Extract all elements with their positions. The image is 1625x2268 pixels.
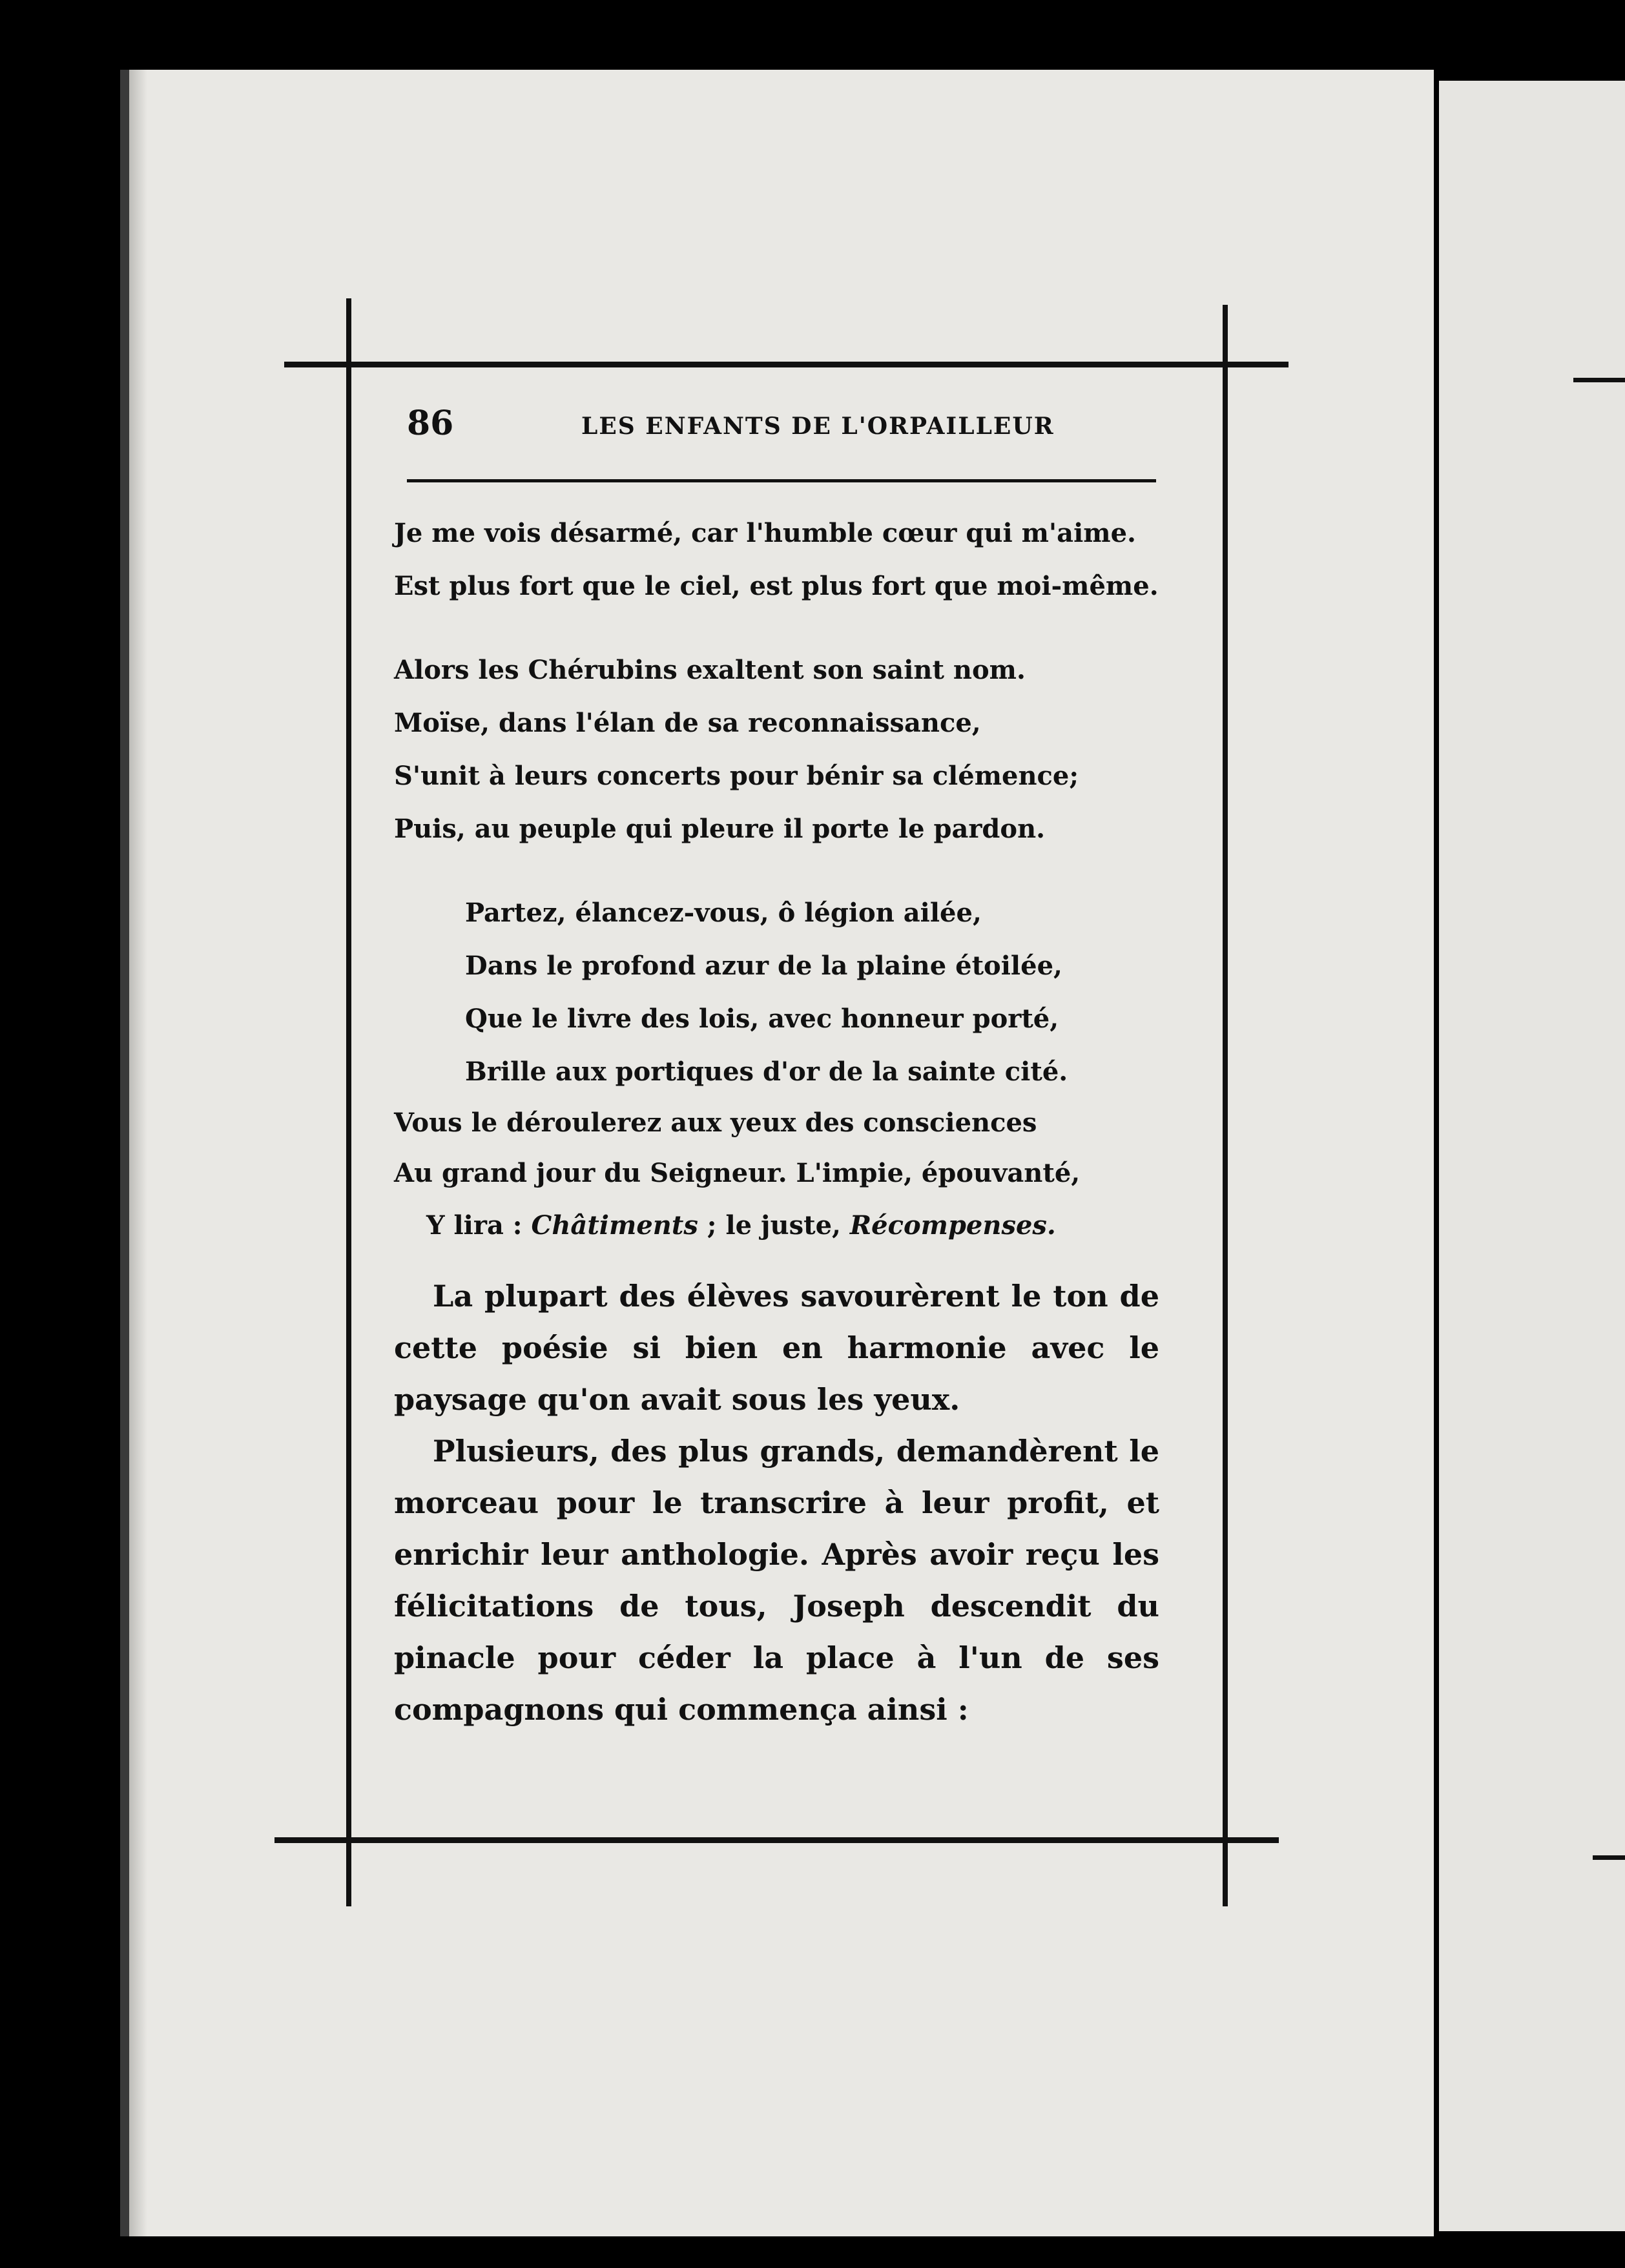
- page-body: [394, 507, 1159, 1735]
- prose-paragraph: La plupart des élèves savourèrent le ton de cette poésie si bien en harmonie avec le paysage qu'on avait sous les yeux.: [394, 1279, 1159, 1417]
- verse-line: Au grand jour du Seigneur. L'impie, épouvanté,: [394, 1158, 1081, 1188]
- verse-text: ; le juste,: [698, 1210, 850, 1241]
- page-number: 86: [407, 404, 454, 443]
- adjacent-page-rule-top: [1573, 378, 1625, 382]
- verse-line: Dans le profond azur de la plaine étoilée,: [465, 951, 1062, 981]
- frame-bottom-rule: [274, 1837, 1279, 1843]
- prose-paragraph: Plusieurs, des plus grands, demandèrent le morceau pour le transcrire à leur profit, et enrichir leur anthologie. Après avoir reçu les félicitations de tous, Joseph descendit du pinacle pour céder la place à l'un de ses compagnons qui commença ainsi :: [394, 1434, 1159, 1727]
- verse-line: Je me vois désarmé, car l'humble cœur qui m'aime.: [394, 518, 1136, 548]
- verse-line: Vous le déroulerez aux yeux des consciences: [394, 1108, 1037, 1138]
- verse-line-final: [394, 1199, 1159, 1252]
- verse-line: Moïse, dans l'élan de sa reconnaissance,: [394, 708, 981, 738]
- verse-line: Que le livre des lois, avec honneur porté,: [465, 1004, 1059, 1034]
- verse-line: Partez, élancez-vous, ô légion ailée,: [465, 898, 982, 928]
- adjacent-page: [1439, 81, 1625, 2231]
- frame-right-rule: [1223, 305, 1228, 1906]
- verse-italic-chatiments: Châtiments: [531, 1210, 698, 1241]
- verse-line: Brille aux portiques d'or de la sainte cité.: [465, 1057, 1068, 1087]
- adjacent-page-rule-bottom: [1593, 1855, 1625, 1860]
- running-title: LES ENFANTS DE L'ORPAILLEUR: [581, 413, 1055, 440]
- verse-line: Est plus fort que le ciel, est plus fort que moi-même.: [394, 571, 1159, 601]
- verse-italic-recompenses: Récompenses.: [849, 1210, 1056, 1241]
- frame-left-rule: [346, 298, 351, 1906]
- verse-line: Puis, au peuple qui pleure il porte le pardon.: [394, 814, 1046, 844]
- page-header: [407, 404, 1163, 455]
- frame-top-rule: [284, 362, 1289, 367]
- verse-line: Alors les Chérubins exaltent son saint nom.: [394, 655, 1026, 685]
- verse-line: S'unit à leurs concerts pour bénir sa clémence;: [394, 761, 1079, 791]
- verse-text: Y lira :: [426, 1210, 532, 1241]
- header-rule: [407, 479, 1156, 482]
